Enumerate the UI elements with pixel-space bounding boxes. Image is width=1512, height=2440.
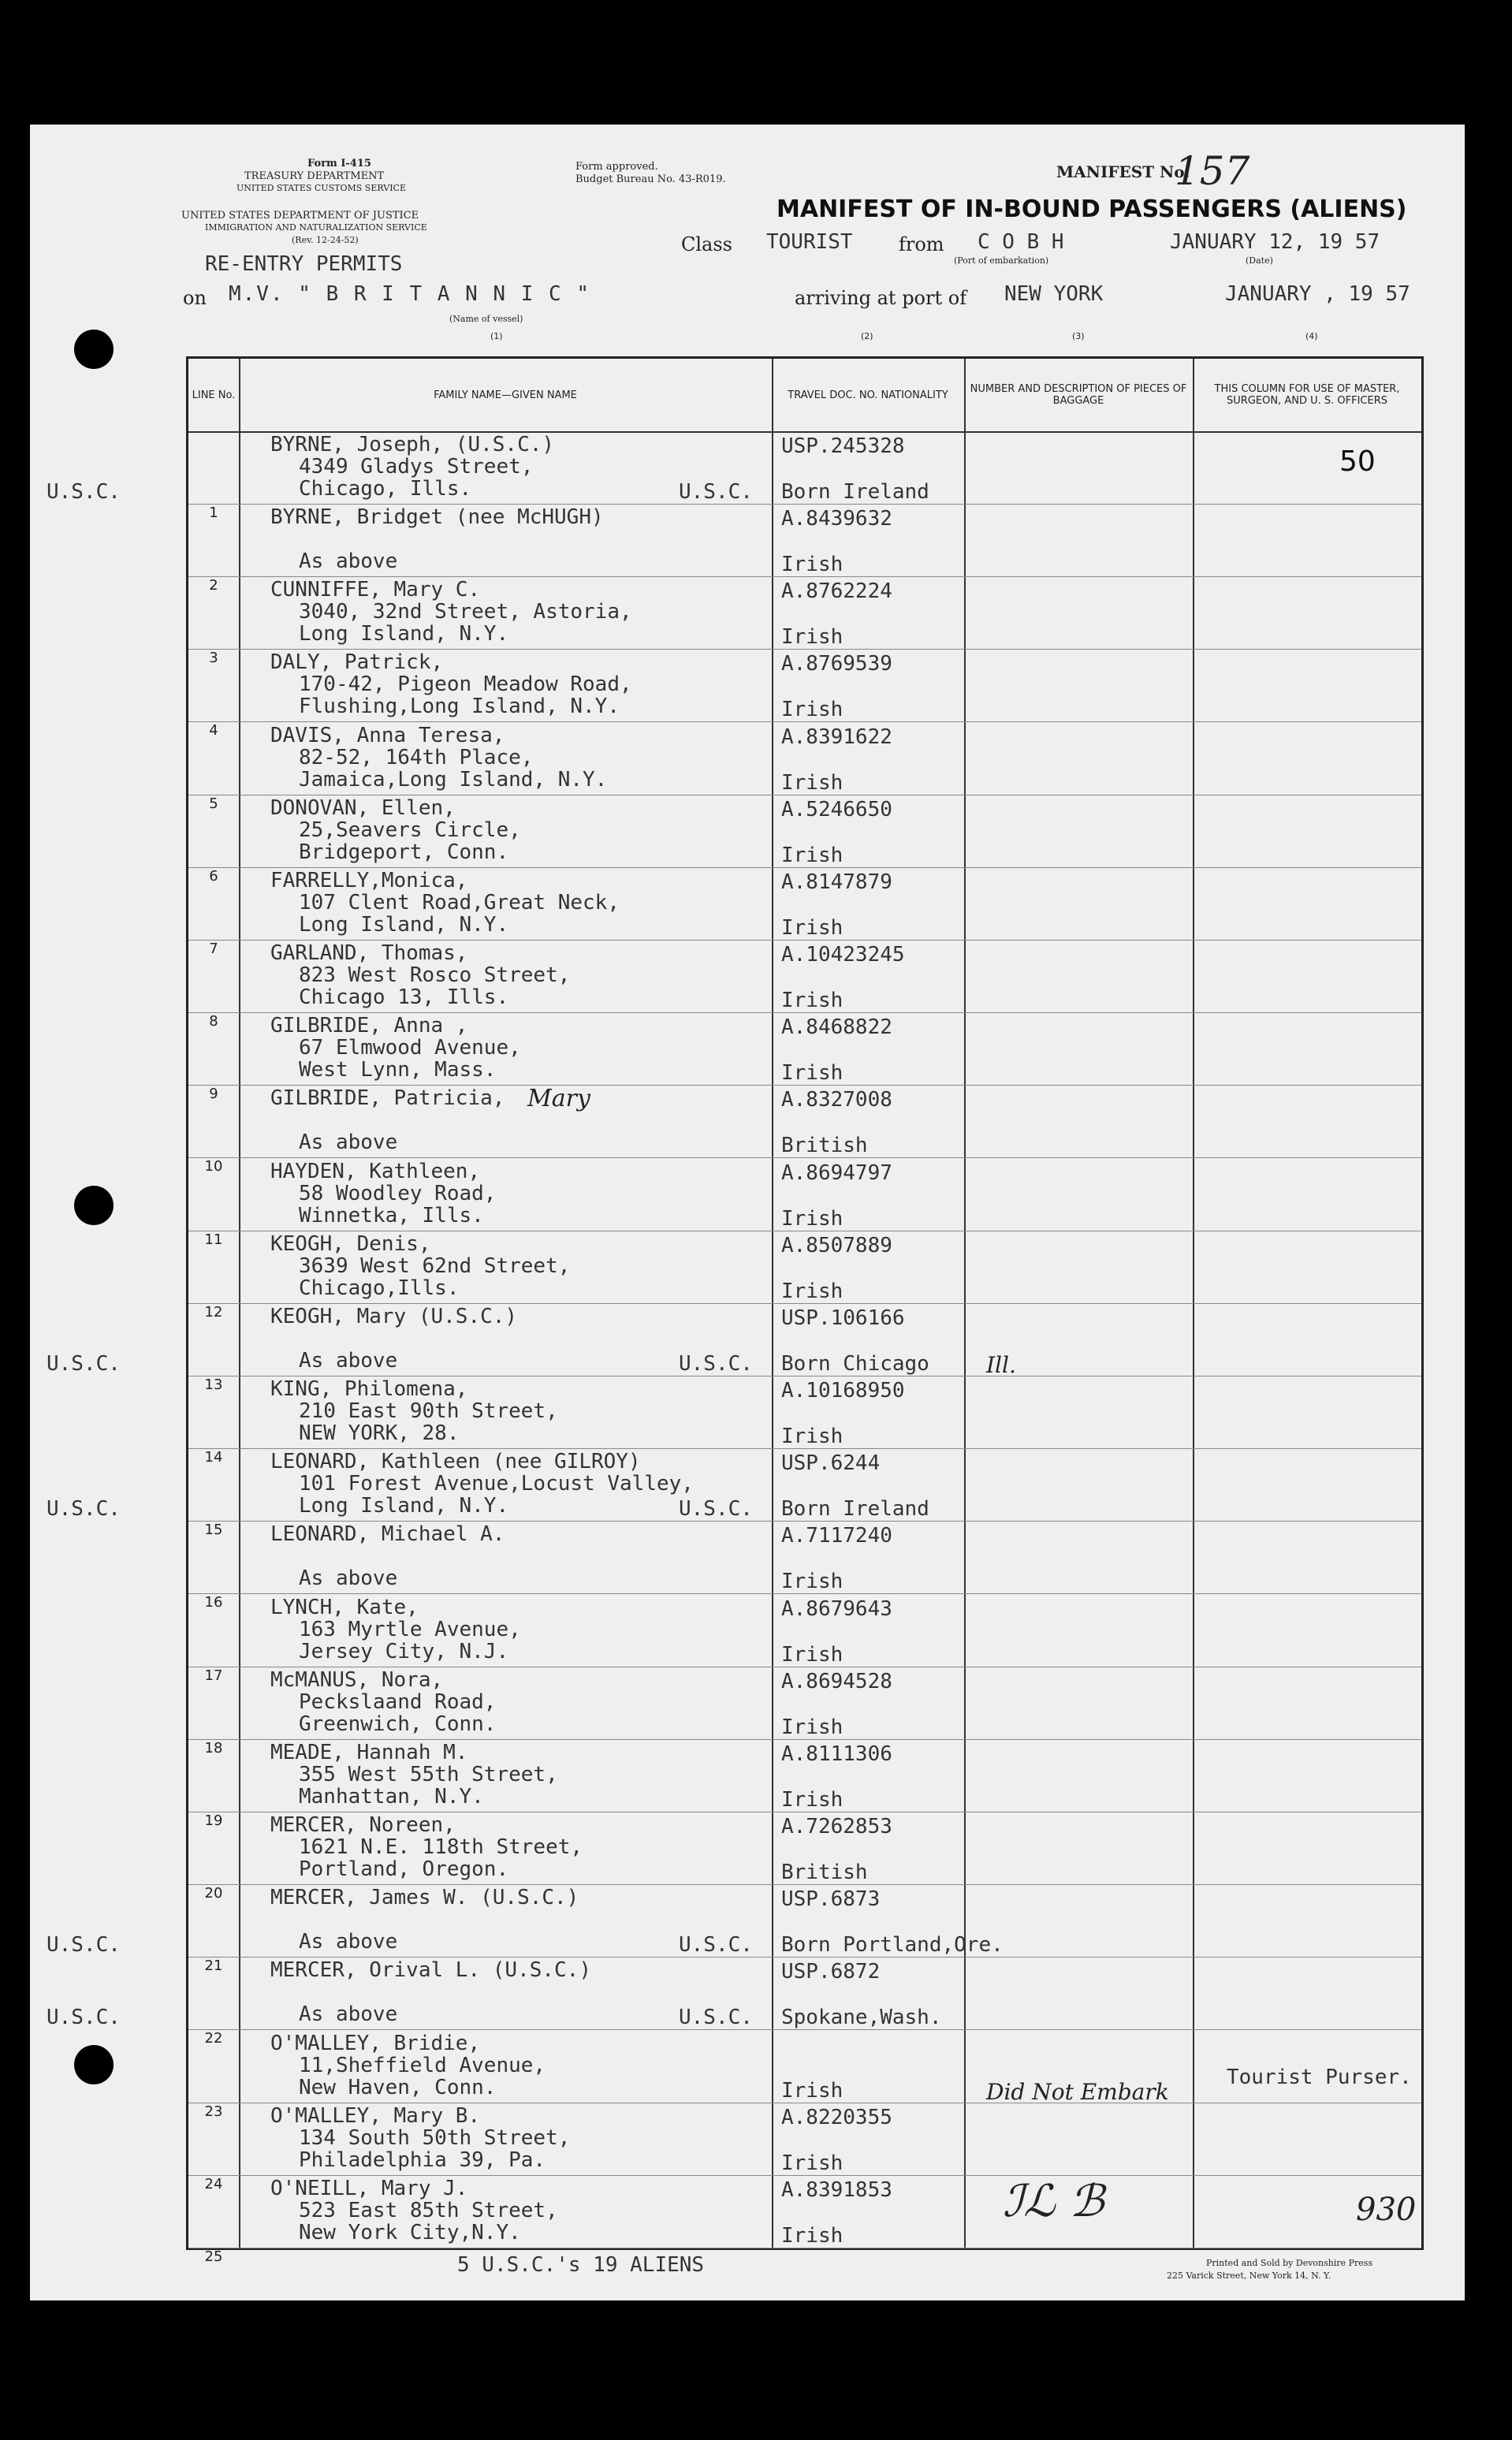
address-line: Philadelphia 39, Pa. [299,2148,546,2172]
nationality: Irish [781,1570,844,1594]
address-line: 11,Sheffield Avenue, [299,2053,546,2077]
margin-mark: U.S.C. [47,1933,121,1958]
address-line: 1621 N.E. 118th Street, [299,1835,583,1860]
travel-doc-number: A.7117240 [781,1524,892,1548]
address-line: 67 Elmwood Avenue, [299,1036,521,1060]
travel-doc-number: A.8762224 [781,579,892,604]
class-value: TOURIST [766,230,853,254]
address-line: Chicago,Ills. [299,1276,460,1300]
address-line: Greenwich, Conn. [299,1712,497,1736]
passenger-name: HAYDEN, Kathleen, [270,1159,481,1183]
col-num-3: (3) [1072,331,1085,341]
passenger-name: GARLAND, Thomas, [270,941,468,966]
nationality: Irish [781,1787,844,1812]
passenger-name: O'MALLEY, Bridie, [270,2031,481,2055]
line-number: 15 [204,1522,223,1539]
col-num-1: (1) [490,331,503,341]
form-revision: (Rev. 12-24-52) [292,235,359,245]
address-line: Winnetka, Ills. [299,1203,484,1227]
address-line: 101 Forest Avenue,Locust Valley, [299,1472,694,1496]
ins-service: IMMIGRATION AND NATURALIZATION SERVICE [205,222,427,233]
manifest-label: MANIFEST No. [1056,162,1190,181]
nationality: Irish [781,1715,844,1739]
travel-doc-number: A.10423245 [781,943,905,967]
passenger-name: O'NEILL, Mary J. [270,2176,468,2200]
address-line: Flushing,Long Island, N.Y. [299,695,620,719]
address-line: As above [299,1930,398,1954]
travel-doc-number: A.8147879 [781,870,892,894]
address-line: 58 Woodley Road, [299,1181,497,1205]
col-header-baggage: NUMBER AND DESCRIPTION OF PIECES OF BAGGAGE [964,359,1193,433]
nationality: Irish [781,1642,844,1667]
printer-line-1: Printed and Sold by Devonshire Press [1206,2258,1373,2268]
line-number: 21 [204,1958,223,1975]
status-mark: U.S.C. [679,480,753,504]
nationality: Irish [781,843,844,867]
address-line: 82-52, 164th Place, [299,745,534,769]
punch-hole [74,330,114,369]
vessel-caption: (Name of vessel) [449,314,523,324]
count: 50 [1339,445,1376,478]
on-label: on [183,287,207,309]
annotation: Ill. [986,1351,1016,1378]
manifest-number: 157 [1175,148,1250,194]
line-number: 23 [204,2103,223,2120]
travel-doc-number: A.8694797 [781,1160,892,1185]
address-line: As above [299,549,398,574]
line-number: 17 [204,1667,223,1684]
nationality: Irish [781,989,844,1013]
nationality: Irish [781,1425,844,1449]
line-number: 20 [204,1885,223,1902]
nationality: Irish [781,770,844,795]
line-number: 11 [204,1231,223,1248]
officer-signature: ℐℒ ℬ [1003,2176,1104,2227]
address-line: 523 East 85th Street, [299,2198,558,2222]
travel-doc-number: A.8507889 [781,1233,892,1257]
annotation: Did Not Embark [986,2078,1169,2105]
address-line: 134 South 50th Street, [299,2125,571,2150]
col-num-2: (2) [861,331,873,341]
status-mark: U.S.C. [679,1497,753,1522]
manifest-title: MANIFEST OF IN-BOUND PASSENGERS (ALIENS) [776,196,1407,223]
col-header-travel: TRAVEL DOC. NO. NATIONALITY [772,359,964,433]
nationality: Irish [781,2078,844,2103]
line-number: 8 [209,1013,218,1030]
margin-mark: U.S.C. [47,2006,121,2030]
address-line: As above [299,1566,398,1591]
arriving-port: NEW YORK [1004,282,1104,306]
nationality: Born Portland,Ore. [781,1933,1004,1958]
departure-date: JANUARY 12, 19 57 [1170,230,1380,254]
address-line: 3040, 32nd Street, Astoria, [299,600,632,624]
address-line: Long Island, N.Y. [299,1494,509,1518]
travel-doc-number: USP.6872 [781,1960,881,1984]
margin-mark: U.S.C. [47,1497,121,1522]
travel-doc-number: A.8679643 [781,1596,892,1621]
margin-mark: U.S.C. [47,1351,121,1376]
address-line: Chicago, Ills. [299,477,472,501]
travel-doc-number: A.8391853 [781,2177,892,2202]
budget-bureau: Budget Bureau No. 43-R019. [575,173,726,185]
travel-doc-number: A.8391622 [781,725,892,749]
address-line: Jersey City, N.J. [299,1639,509,1663]
passenger-name: DAVIS, Anna Teresa, [270,723,505,747]
passenger-name: BYRNE, Joseph, (U.S.C.) [270,433,555,456]
line-number: 25 [204,2248,223,2265]
nationality: Born Ireland [781,1497,929,1522]
travel-doc-number: A.8694528 [781,1669,892,1693]
address-line: As above [299,1131,398,1155]
address-line: 3639 West 62nd Street, [299,1254,571,1278]
arriving-label: arriving at port of [795,287,967,309]
line-number: 22 [204,2030,223,2047]
address-line: As above [299,2002,398,2027]
passenger-name: DONOVAN, Ellen, [270,795,456,820]
status-mark: U.S.C. [679,2006,753,2030]
col-num-4: (4) [1305,331,1318,341]
address-line: New Haven, Conn. [299,2075,497,2099]
line-number: 24 [204,2175,223,2192]
address-line: As above [299,1348,398,1373]
address-line: 163 Myrtle Avenue, [299,1617,521,1641]
passenger-name: MERCER, Orival L. (U.S.C.) [270,1958,591,1983]
col-header-line: LINE No. [188,359,239,433]
passenger-name: MERCER, Noreen, [270,1813,456,1838]
port-embarkation-caption: (Port of embarkation) [954,255,1049,266]
totals-line: 5 U.S.C.'s 19 ALIENS [457,2253,705,2277]
address-line: Chicago 13, Ills. [299,985,509,1010]
address-line: 170-42, Pigeon Meadow Road, [299,672,632,697]
customs-service: UNITED STATES CUSTOMS SERVICE [236,183,406,193]
travel-doc-number: A.7262853 [781,1815,892,1839]
nationality: Irish [781,915,844,940]
nationality: Irish [781,698,844,722]
line-number: 6 [209,867,218,885]
address-line: 823 West Rosco Street, [299,963,571,988]
form-number: Form I-415 [307,158,371,169]
line-number: 5 [209,795,218,812]
handwritten-note: Mary [527,1085,590,1113]
margin-mark: U.S.C. [47,480,121,504]
address-line: West Lynn, Mass. [299,1058,497,1082]
line-number: 12 [204,1303,223,1321]
address-line: Long Island, N.Y. [299,622,509,646]
justice-dept: UNITED STATES DEPARTMENT OF JUSTICE [181,210,419,222]
travel-doc-number: A.8468822 [781,1015,892,1040]
passenger-name: KEOGH, Denis, [270,1231,431,1256]
line-number: 7 [209,940,218,957]
passenger-name: LEONARD, Kathleen (nee GILROY) [270,1450,641,1474]
passenger-name: GILBRIDE, Anna , [270,1014,468,1038]
punch-hole [74,1186,114,1225]
travel-doc-number: A.8220355 [781,2105,892,2129]
line-number: 9 [209,1086,218,1103]
vessel-name: M.V. " B R I T A N N I C " [229,282,590,306]
nationality: Born Chicago [781,1351,929,1376]
form-approved: Form approved. [575,161,658,173]
travel-doc-number: A.5246650 [781,797,892,821]
from-label: from [899,233,944,255]
passenger-name: MERCER, James W. (U.S.C.) [270,1886,579,1910]
travel-doc-number: USP.106166 [781,1306,905,1330]
passenger-name: DALY, Patrick, [270,650,444,675]
travel-doc-number: USP.6873 [781,1887,881,1912]
nationality: British [781,1134,868,1158]
travel-doc-number: A.8439632 [781,507,892,531]
passenger-name: CUNNIFFE, Mary C. [270,578,481,602]
address-line: Peckslaand Road, [299,1689,497,1714]
passenger-name: KING, Philomena, [270,1377,468,1402]
from-value: C O B H [978,230,1064,254]
reentry-permits: RE-ENTRY PERMITS [205,252,403,276]
line-number: 19 [204,1812,223,1829]
treasury-dept: TREASURY DEPARTMENT [244,170,385,182]
nationality: Irish [781,625,844,650]
nationality: Spokane,Wash. [781,2006,942,2030]
status-mark: U.S.C. [679,1933,753,1958]
passenger-name: McMANUS, Nora, [270,1667,444,1692]
address-line: 4349 Gladys Street, [299,455,534,479]
passenger-name: KEOGH, Mary (U.S.C.) [270,1304,518,1328]
nationality: Irish [781,553,844,577]
address-line: Jamaica,Long Island, N.Y. [299,767,608,792]
nationality: Irish [781,1206,844,1231]
line-number: 18 [204,1739,223,1756]
nationality: Irish [781,1279,844,1303]
status-mark: U.S.C. [679,1351,753,1376]
address-line: Long Island, N.Y. [299,912,509,937]
line-number: 13 [204,1376,223,1393]
passenger-name: O'MALLEY, Mary B. [270,2103,481,2128]
address-line: 107 Clent Road,Great Neck, [299,890,620,915]
travel-doc-number: USP.245328 [781,434,905,458]
nationality: Irish [781,2223,844,2248]
travel-doc-number: A.10168950 [781,1379,905,1403]
printer-line-2: 225 Varick Street, New York 14, N. Y. [1167,2271,1331,2281]
arrival-date: JANUARY , 19 57 [1225,282,1410,306]
travel-doc-number: USP.6244 [781,1451,881,1476]
address-line: 210 East 90th Street, [299,1399,558,1424]
passenger-name: BYRNE, Bridget (nee McHUGH) [270,505,604,530]
address-line: Manhattan, N.Y. [299,1784,484,1809]
nationality: Irish [781,1061,844,1086]
nationality: British [781,1861,868,1885]
line-number: 16 [204,1594,223,1611]
purser-label: Tourist Purser. [1227,2066,1412,2089]
class-label: Class [681,233,732,255]
address-line: 355 West 55th Street, [299,1762,558,1786]
line-number: 2 [209,577,218,594]
passenger-name: MEADE, Hannah M. [270,1740,468,1764]
line-number: 14 [204,1449,223,1466]
col-header-officers: THIS COLUMN FOR USE OF MASTER, SURGEON, AND U. S. OFFICERS [1193,359,1421,433]
passenger-name: GILBRIDE, Patricia, [270,1086,505,1111]
passenger-name: LEONARD, Michael A. [270,1522,505,1547]
address-line: Bridgeport, Conn. [299,840,509,864]
travel-doc-number: A.8327008 [781,1088,892,1112]
address-line: 25,Seavers Circle, [299,818,521,842]
address-line: NEW YORK, 28. [299,1421,460,1446]
passenger-name: FARRELLY,Monica, [270,868,468,892]
address-line: Portland, Oregon. [299,1857,509,1882]
signature-note: 930 [1356,2192,1417,2228]
travel-doc-number: A.8769539 [781,652,892,676]
travel-doc-number: A.8111306 [781,1742,892,1766]
punch-hole [74,2045,114,2084]
line-number: 4 [209,722,218,739]
line-number: 10 [204,1158,223,1175]
date-caption: (Date) [1246,255,1273,266]
nationality: Irish [781,2151,844,2175]
col-header-name: FAMILY NAME—GIVEN NAME [239,359,772,433]
address-line: New York City,N.Y. [299,2220,521,2244]
passenger-name: LYNCH, Kate, [270,1595,419,1619]
line-number: 1 [209,505,218,521]
line-number: 3 [209,650,218,667]
nationality: Born Ireland [781,480,929,504]
